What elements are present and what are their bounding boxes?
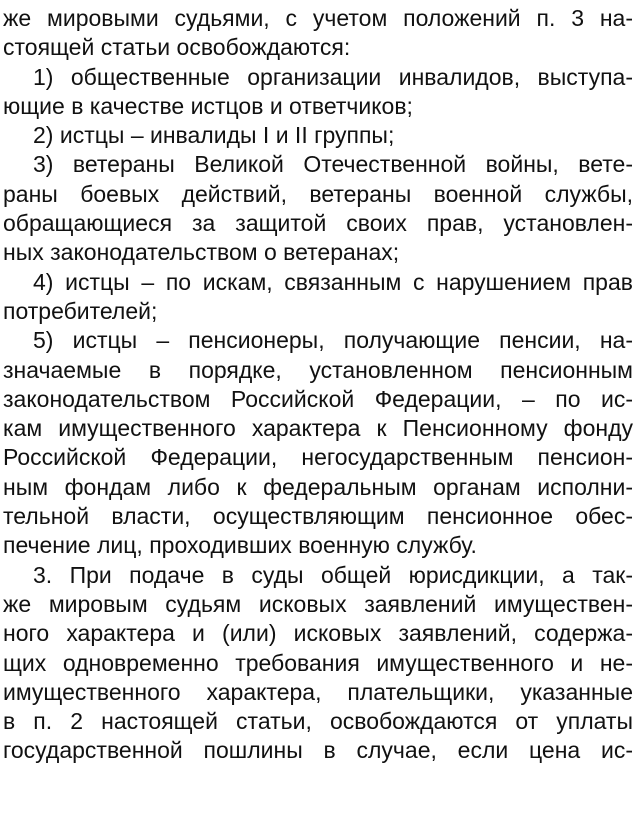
text-line: печение лиц, проходивших военную службу. [3,532,477,559]
text-line: же мировым судьям исковых заявлений имуществен- [3,590,633,617]
text-line: Российской Федерации, негосударственным пенсион- [3,444,633,471]
text-line: ным фондам либо к федеральным органам исполни- [3,473,633,500]
document-page [3,4,633,766]
text-line: 1) общественные организации инвалидов, выступа- [33,63,633,90]
text-line: же мировыми судьями, с учетом положений п. 3 на- [3,5,633,31]
text-line: обращающиеся за защитой своих прав, установлен- [3,210,633,237]
text-line: значаемые в порядке, установленном пенсионным [3,356,633,383]
text-line: имущественного характера, плательщики, указанные [3,678,633,705]
text-line: законодательством Российской Федерации, – по ис- [3,385,633,412]
text-line: раны боевых действий, ветераны военной службы, [3,180,633,207]
text-line: щих одновременно требования имущественного и не- [3,649,633,676]
text-line: кам имущественного характера к Пенсионному фонду [3,415,633,442]
text-line: 2) истцы – инвалиды I и II группы; [33,122,395,149]
text-line: ных законодательством о ветеранах; [3,239,400,266]
text-line: в п. 2 настоящей статьи, освобождаются от уплаты [3,708,633,735]
text-line: 3. При подаче в суды общей юрисдикции, а так- [33,561,633,588]
text-line: 4) истцы – по искам, связанным с нарушением прав [33,268,633,295]
text-line: тельной власти, осуществляющим пенсионное обес- [3,503,633,530]
text-line: потребителей; [3,297,158,324]
text-line: ющие в качестве истцов и ответчиков; [3,92,413,119]
text-line: 3) ветераны Великой Отечественной войны, вете- [33,151,633,178]
text-line: стоящей статьи освобождаются: [3,34,351,61]
text-line: ного характера и (или) исковых заявлений, содержа- [3,620,633,647]
text-line: 5) истцы – пенсионеры, получающие пенсии, на- [33,327,633,354]
text-line: государственной пошлины в случае, если цена ис- [3,737,633,764]
